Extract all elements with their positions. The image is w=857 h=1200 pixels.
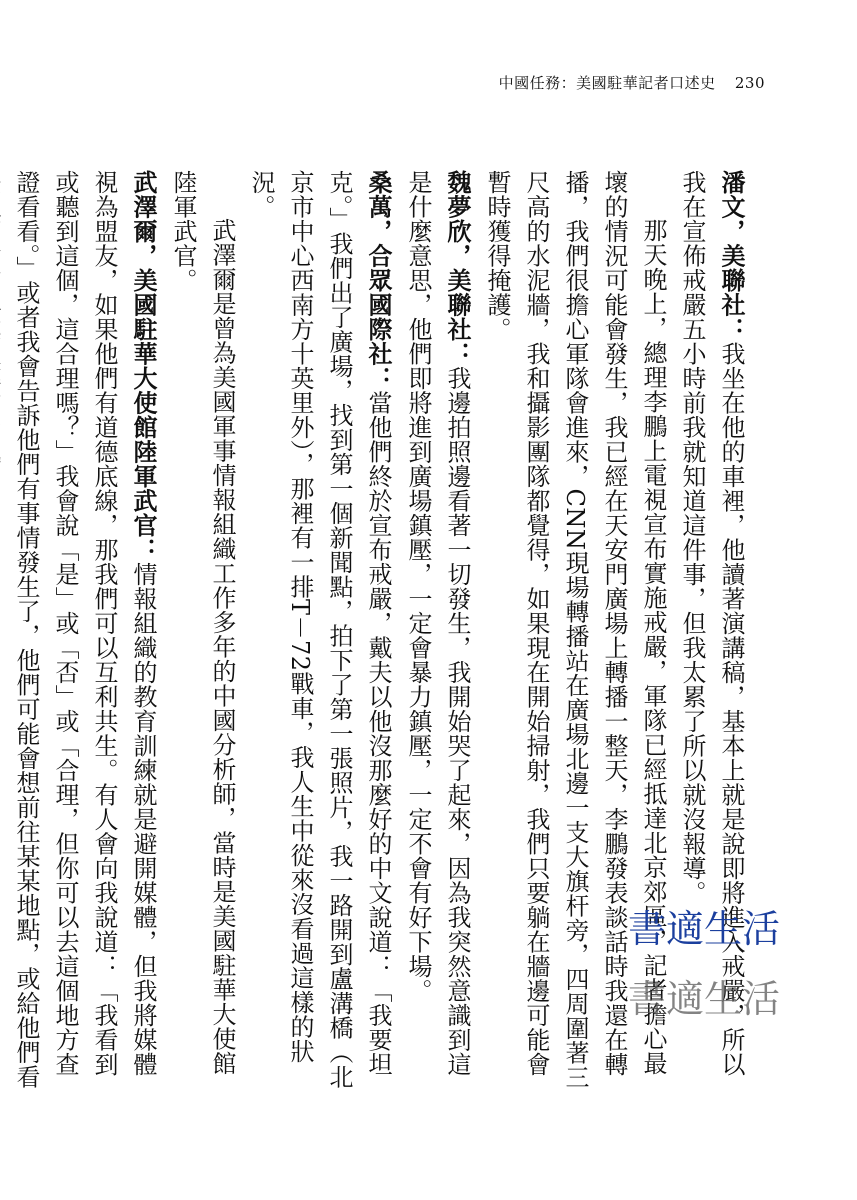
paragraph-1 bbox=[672, 170, 751, 1096]
page-number: 230 bbox=[734, 74, 765, 92]
speaker-label: 武澤爾，美國駐華大使館陸軍武官： bbox=[129, 170, 158, 562]
watermark-primary: 書適生活 bbox=[628, 907, 781, 951]
paragraph-5 bbox=[163, 170, 241, 1096]
paragraph-text: 當他們終於宣布戒嚴，戴夫以他沒那麼好的中文說道：「我要坦克。」我們出了廣場，找到第一個新聞點，拍下了第一張照片，我一路開到盧溝橋（北京市中心西南方十英里外），那裡有一排T－72戰車，我人生中從來沒看過這樣的狀況。 bbox=[247, 170, 392, 1089]
book-title: 中國任務：美國駐華記者口述史 bbox=[498, 74, 716, 92]
speaker-label: 潘文，美聯社： bbox=[717, 170, 746, 342]
speaker-label: 桑萬，合眾國際社： bbox=[364, 170, 393, 391]
watermark-secondary: 書適生活 bbox=[628, 977, 781, 1021]
paragraph-text: 情報組織的教育訓練就是避開媒體，但我將媒體視為盟友，如果他們有道德底線，那我們可以互利共生。有人會向我說道：「我看到或聽到這個，這合理嗎？」我會說「是」或「否」或「合理，但你可以去這個地方查證看看。」或者我會告訴他們有事情發生了，他們可能會想前往某某地點，或給他們看 bbox=[12, 170, 157, 1089]
paragraph-6 bbox=[0, 170, 163, 1096]
vertical-text-body bbox=[12, 170, 751, 1096]
speaker-label: 魏夢欣，美聯社： bbox=[443, 170, 472, 366]
running-header bbox=[499, 72, 765, 93]
paragraph-text: 我邊拍照邊看著一切發生，我開始哭了起來，因為我突然意識到這是什麼意思，他們即將進到廣場鎮壓，一定會暴力鎮壓，一定不會有好下場。 bbox=[404, 170, 471, 1077]
paragraph-text: 武澤爾是曾為美國軍事情報組織工作多年的中國分析師，當時是美國駐華大使館陸軍武官。 bbox=[169, 170, 236, 1076]
paragraph-3 bbox=[398, 170, 477, 1096]
paragraph-4 bbox=[241, 170, 398, 1096]
paragraph-2 bbox=[477, 170, 672, 1096]
paragraph-text: 那天晚上，總理李鵬上電視宣布實施戒嚴，軍隊已經抵達北京郊區，記者擔心最壞的情況可能會發生，我已經在天安門廣場上轉播一整天，李鵬發表談話時我還在轉播，我們很擔心軍隊會進來，CNN現場轉播站在廣場北邊一支大旗杆旁，四周圍著三尺高的水泥牆，我和攝影團隊都覺得，如果現在開始掃射，我們只要躺在牆邊可能會暫時獲得掩護。 bbox=[483, 170, 667, 1090]
paragraph-text: 我坐在他的車裡，他讀著演講稿，基本上就是說即將進入戒嚴，所以我在宣佈戒嚴五小時前我就知道這件事，但我太累了所以就沒報導。 bbox=[678, 170, 745, 1077]
